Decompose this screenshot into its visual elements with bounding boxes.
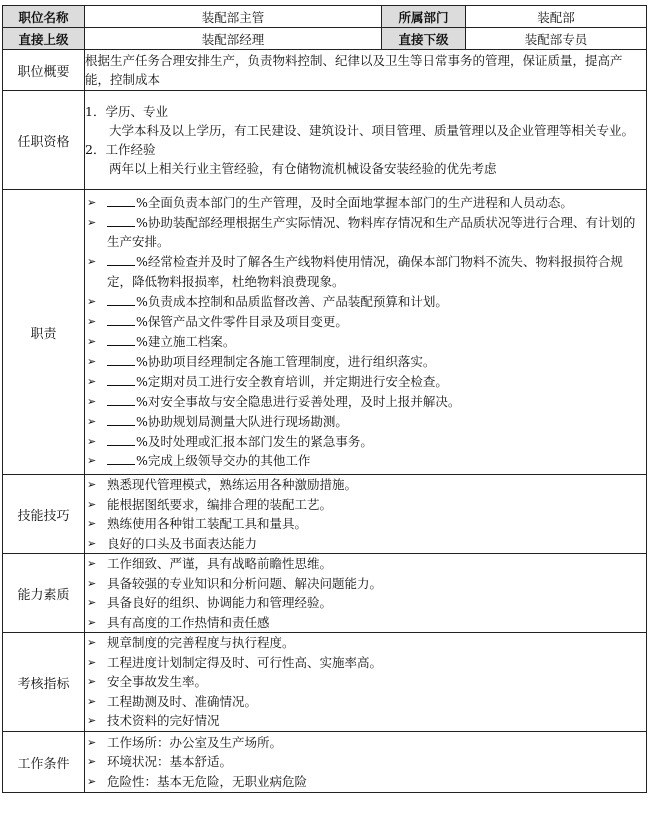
skills-text: 熟练使用各种钳工装配工具和量具。 [107,516,308,531]
bullet-arrow-icon: ➢ [87,557,97,570]
bullet-arrow-icon: ➢ [87,295,97,309]
duties-row [3,190,647,475]
duty-text: %对安全事故与安全隐患进行妥善处理，及时上报并解决。 [136,393,461,409]
conditions-label: 工作条件 [3,732,85,793]
overview-label: 职位概要 [3,50,85,91]
percentage-blank [107,213,135,227]
bullet-arrow-icon: ➢ [87,434,97,448]
header-row-1 [3,6,647,28]
duty-item [85,213,646,253]
department-label: 所属部门 [382,6,466,28]
skills-item [85,514,646,534]
overview-row [3,50,647,91]
duty-item [85,352,646,372]
duty-item [85,252,646,292]
abilities-item [85,574,646,594]
duty-text: %负责成本控制和品质监督改善、产品装配预算和计划。 [136,294,448,310]
skills-text: 能根据图纸要求，编排合理的装配工艺。 [107,496,333,512]
duty-text: %完成上级领导交办的其他工作 [136,453,311,469]
assessment-item [85,672,646,692]
assessment-content [85,633,647,732]
header-row-2 [3,28,647,50]
department-value: 装配部 [466,6,647,28]
bullet-arrow-icon: ➢ [87,215,97,229]
duties-list [85,193,646,472]
skills-item [85,495,646,515]
conditions-row [3,732,647,793]
bullet-arrow-icon: ➢ [87,615,97,629]
bullet-arrow-icon: ➢ [87,335,97,348]
qualifications-row [3,91,647,190]
conditions-content [85,732,647,793]
assessment-text: 工程进度计划制定得及时、可行性高、实施率高。 [107,654,383,670]
bullet-arrow-icon: ➢ [87,694,97,708]
assessment-item [85,711,646,731]
percentage-blank [107,352,135,366]
bullet-arrow-icon: ➢ [87,394,97,408]
assessment-item [85,633,646,653]
bullet-arrow-icon: ➢ [87,774,97,788]
duty-item [85,451,646,471]
bullet-arrow-icon: ➢ [87,374,97,388]
duty-text: %保管产品文件零件目录及项目变更。 [136,314,348,330]
skills-text: 熟悉现代管理模式，熟练运用各种激励措施。 [107,477,358,492]
duty-item [85,372,646,392]
duty-text: %及时处理或汇报本部门发生的紧急事务。 [136,433,373,449]
percentage-blank [107,332,135,346]
duty-text: %全面负责本部门的生产管理，及时全面地掌握本部门的生产进程和人员动态。 [136,194,573,210]
abilities-text: 具备较强的专业知识和分析问题、解决问题能力。 [107,575,383,591]
qualifications-content [85,91,647,190]
qualification-education-detail: 大学本科及以上学历，有工民建设、建筑设计、项目管理、质量管理以及企业管理等相关专业。 [109,123,635,138]
bullet-arrow-icon: ➢ [87,536,97,550]
percentage-blank [107,432,135,446]
skills-row [3,475,647,554]
qualifications-label: 任职资格 [3,91,85,190]
duty-item [85,392,646,412]
abilities-list [85,554,646,632]
position-name-label: 职位名称 [3,6,85,28]
bullet-arrow-icon: ➢ [87,255,97,269]
abilities-content [85,554,647,633]
abilities-text: 工作细致、严谨，具有战略前瞻性思维。 [107,556,333,571]
bullet-arrow-icon: ➢ [87,454,97,468]
bullet-arrow-icon: ➢ [87,735,97,749]
bullet-arrow-icon: ➢ [87,675,97,689]
percentage-blank [107,252,135,266]
bullet-arrow-icon: ➢ [87,315,97,329]
skills-content [85,475,647,554]
bullet-arrow-icon: ➢ [87,714,97,728]
subordinate-label: 直接下级 [382,28,466,50]
overview-text: 根据生产任务合理安排生产，负责物料控制、纪律以及卫生等日常事务的管理，保证质量，提高产能，控制成本 [85,50,647,91]
job-description-table [2,5,647,793]
duty-text: %定期对员工进行安全教育培训，并定期进行安全检查。 [136,373,448,389]
bullet-arrow-icon: ➢ [87,497,97,511]
assessment-item [85,692,646,712]
duty-text: %经常检查并及时了解各生产线物料使用情况，确保本部门物料不流失、物料报损符合规定，降低物料报损率，杜绝物料浪费现象。 [107,254,623,290]
abilities-item [85,593,646,613]
duty-text: %协助规划局测量大队进行现场勘测。 [136,413,348,429]
superior-label: 直接上级 [3,28,85,50]
abilities-row [3,554,647,633]
duty-text: %协助装配部经理根据生产实际情况、物料库存情况和生产品质状况等进行合理、有计划的生产安排。 [107,214,636,250]
bullet-arrow-icon: ➢ [87,596,97,609]
skills-item [85,475,646,495]
percentage-blank [107,372,135,386]
bullet-arrow-icon: ➢ [87,195,97,209]
assessment-row [3,633,647,732]
bullet-arrow-icon: ➢ [87,414,97,428]
percentage-blank [107,312,135,326]
bullet-arrow-icon: ➢ [87,655,97,669]
bullet-arrow-icon: ➢ [87,755,97,769]
abilities-item [85,613,646,633]
abilities-text: 具有高度的工作热情和责任感 [107,614,270,630]
qualification-experience-detail: 两年以上相关行业主管经验，有仓储物流机械设备安装经验的优先考虑 [109,161,497,176]
abilities-label: 能力素质 [3,554,85,633]
skills-list [85,475,646,553]
assessment-label: 考核指标 [3,633,85,732]
duty-item [85,332,646,352]
assessment-list [85,633,646,731]
bullet-arrow-icon: ➢ [87,517,97,530]
duty-item [85,312,646,332]
bullet-arrow-icon: ➢ [87,478,97,491]
assessment-text: 技术资料的完好情况 [107,713,220,729]
bullet-arrow-icon: ➢ [87,576,97,590]
duty-text: %协助项目经理制定各施工管理制度，进行组织落实。 [136,353,436,369]
skills-label: 技能技巧 [3,475,85,554]
duty-item [85,432,646,452]
assessment-text: 工程勘测及时、准确情况。 [107,693,258,709]
duty-item [85,412,646,432]
position-name-value: 装配部主管 [85,6,382,28]
conditions-item [85,752,646,772]
assessment-item [85,653,646,673]
conditions-item [85,772,646,792]
qualification-experience-title: 2．工作经验 [85,142,156,157]
bullet-arrow-icon: ➢ [87,354,97,368]
percentage-blank [107,292,135,306]
duties-content [85,190,647,475]
conditions-item [85,733,646,753]
duty-item [85,292,646,312]
percentage-blank [107,412,135,426]
conditions-list [85,733,646,792]
percentage-blank [107,451,135,465]
bullet-arrow-icon: ➢ [87,636,97,650]
superior-value: 装配部经理 [85,28,382,50]
conditions-text: 危险性：基本无危险，无职业病危险 [107,773,308,789]
skills-item [85,534,646,554]
duty-text: %建立施工档案。 [136,334,236,349]
duties-label: 职责 [3,190,85,475]
conditions-text: 工作场所：办公室及生产场所。 [107,734,283,750]
assessment-text: 安全事故发生率。 [107,674,208,690]
percentage-blank [107,193,135,207]
duty-item [85,193,646,213]
abilities-item [85,554,646,574]
subordinate-value: 装配部专员 [466,28,647,50]
assessment-text: 规章制度的完善程度与执行程度。 [107,635,295,651]
percentage-blank [107,392,135,406]
abilities-text: 具备良好的组织、协调能力和管理经验。 [107,595,333,610]
qualification-education-title: 1．学历、专业 [85,104,168,119]
skills-text: 良好的口头及书面表达能力 [107,535,258,551]
conditions-text: 环境状况：基本舒适。 [107,754,233,770]
